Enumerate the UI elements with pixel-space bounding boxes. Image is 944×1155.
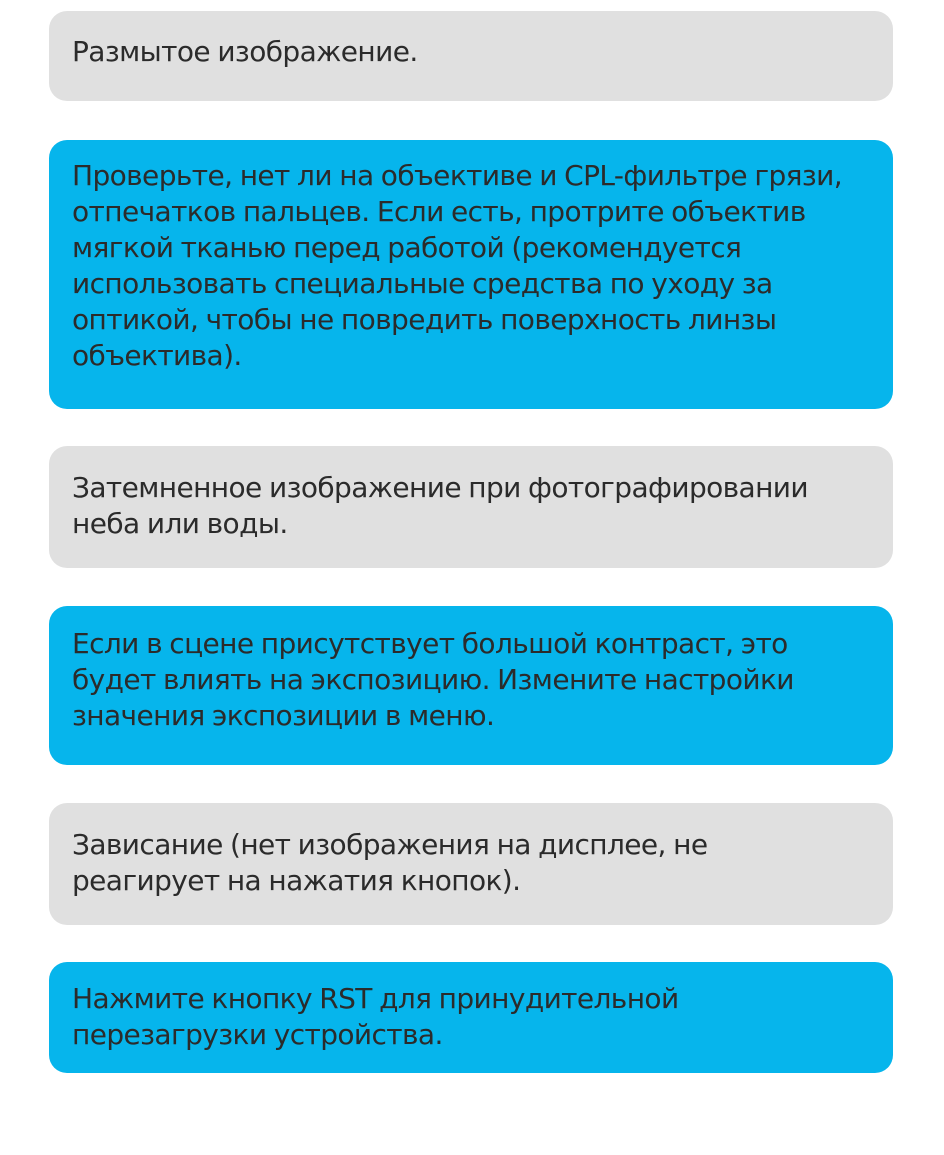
solution-card-reset xyxy=(49,962,893,1073)
problem-card-freeze xyxy=(49,803,893,925)
problem-text: Затемненное изображение при фотографировании неба или воды. xyxy=(72,471,809,540)
solution-text: Если в сцене присутствует большой контраст, это будет влиять на экспозицию. Измените настройки значения экспозиции в меню. xyxy=(72,627,794,732)
solution-text: Проверьте, нет ли на объективе и CPL-фильтре грязи, отпечатков пальцев. Если есть, протрите объектив мягкой тканью перед работой (рекомендуется использовать специальные средства по уходу за оптикой, чтобы не повредить поверхность линзы объектива). xyxy=(72,159,843,372)
solution-card-clean-lens xyxy=(49,140,893,409)
problem-card-dark-image xyxy=(49,446,893,568)
problem-text: Размытое изображение. xyxy=(72,35,418,68)
solution-text: Нажмите кнопку RST для принудительной перезагрузки устройства. xyxy=(72,982,679,1051)
problem-text: Зависание (нет изображения на дисплее, не реагирует на нажатия кнопок). xyxy=(72,828,708,897)
solution-card-exposure xyxy=(49,606,893,765)
problem-card-blurry-image xyxy=(49,11,893,101)
